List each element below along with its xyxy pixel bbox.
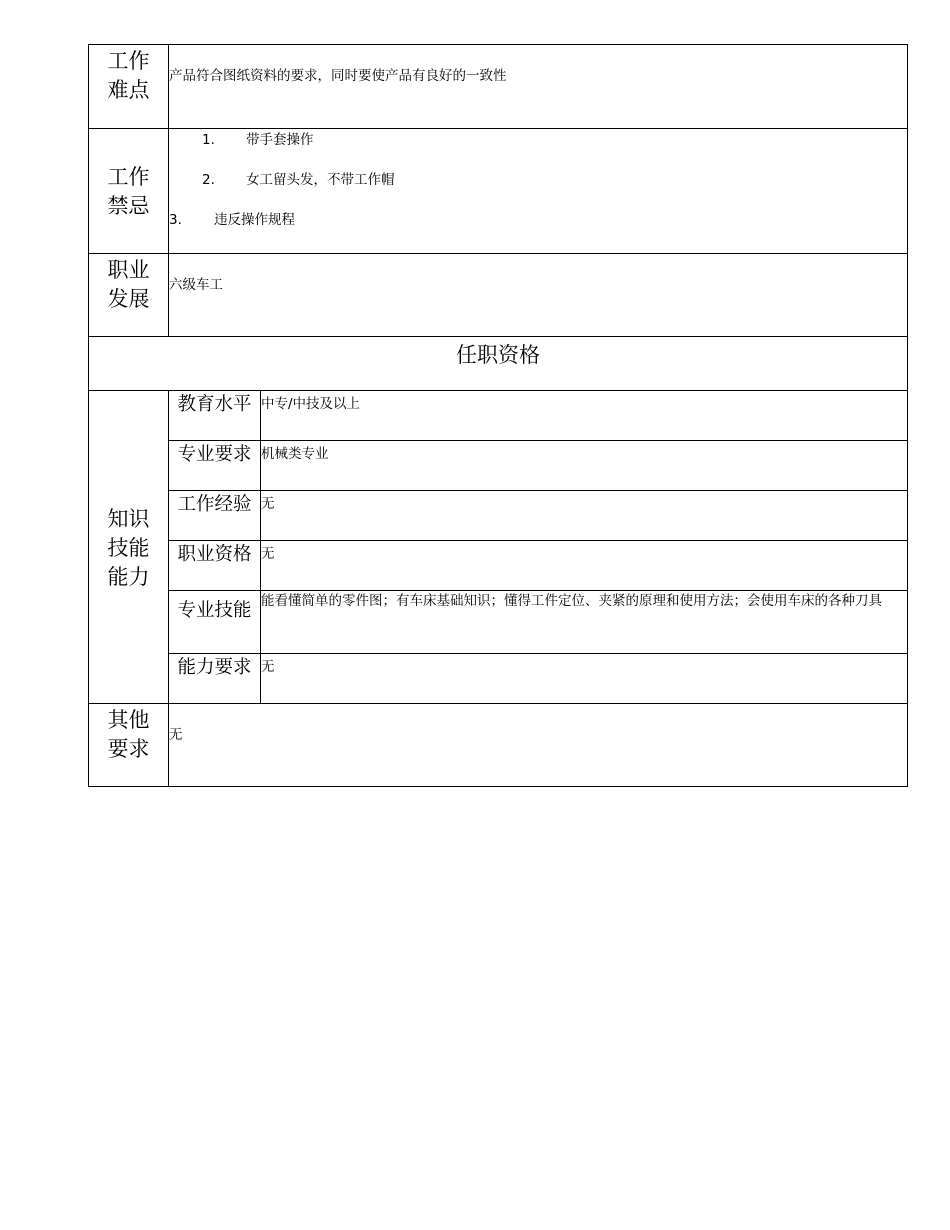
qualification-row [89, 391, 908, 441]
other-value: 无 [169, 704, 908, 787]
certificate-value: 无 [261, 541, 908, 591]
career-label: 职业 发展 [89, 254, 169, 337]
skills-value: 能看懂简单的零件图；有车床基础知识；懂得工件定位、夹紧的原理和使用方法；会使用车床的各种刀具 [261, 591, 908, 654]
certificate-label: 职业资格 [169, 541, 261, 591]
major-value: 机械类专业 [261, 441, 908, 491]
difficulty-row [89, 45, 908, 129]
qualification-row [89, 654, 908, 704]
ability-value: 无 [261, 654, 908, 704]
qualification-row [89, 591, 908, 654]
difficulty-label: 工作 难点 [89, 45, 169, 129]
experience-label: 工作经验 [169, 491, 261, 541]
taboo-list [169, 129, 908, 254]
taboo-label: 工作 禁忌 [89, 129, 169, 254]
qualification-header-row [89, 337, 908, 391]
other-label: 其他 要求 [89, 704, 169, 787]
education-label: 教育水平 [169, 391, 261, 441]
education-value: 中专/中技及以上 [261, 391, 908, 441]
skills-label: 专业技能 [169, 591, 261, 654]
ability-label: 能力要求 [169, 654, 261, 704]
difficulty-value: 产品符合图纸资料的要求，同时要使产品有良好的一致性 [169, 45, 908, 129]
section-title: 任职资格 [89, 337, 908, 391]
career-row [89, 254, 908, 337]
career-value: 六级车工 [169, 254, 908, 337]
experience-value: 无 [261, 491, 908, 541]
qualification-row [89, 441, 908, 491]
other-row [89, 704, 908, 787]
major-label: 专业要求 [169, 441, 261, 491]
list-item: 3. 违反操作规程 [169, 212, 295, 228]
qualification-row [89, 491, 908, 541]
knowledge-skill-label: 知识 技能 能力 [89, 391, 169, 704]
job-description-table [88, 44, 908, 787]
list-item: 1. 带手套操作 [202, 132, 314, 148]
taboo-row [89, 129, 908, 254]
list-item: 2. 女工留头发，不带工作帽 [202, 172, 395, 188]
qualification-row [89, 541, 908, 591]
